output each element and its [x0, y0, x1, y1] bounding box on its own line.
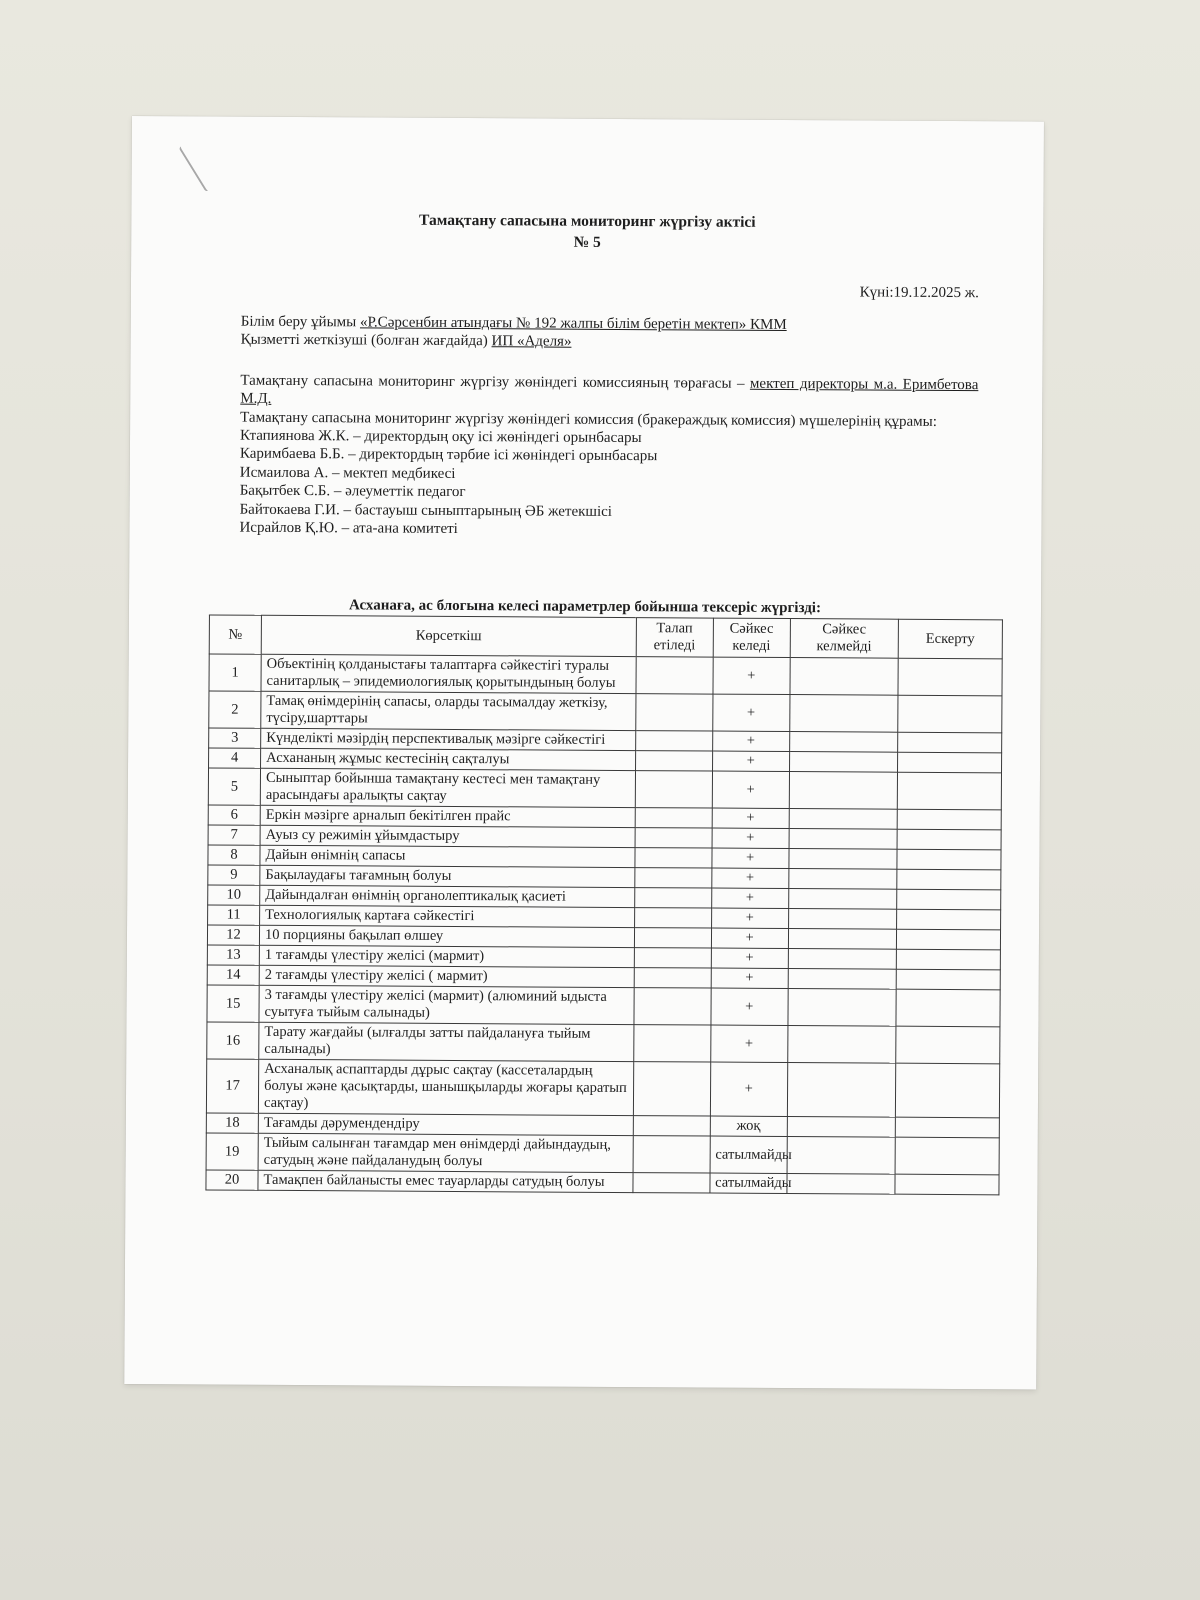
cell-noncompliant [788, 869, 896, 890]
cell-num: 6 [208, 805, 260, 825]
cell-compliant: + [711, 908, 788, 928]
checklist-table [205, 614, 1003, 1195]
cell-num: 9 [208, 865, 260, 885]
cell-noncompliant [790, 658, 898, 696]
cell-indicator: Тарату жағдайы (ылғалды затты пайдалануға тыйым салынады) [259, 1022, 634, 1061]
cell-noncompliant [788, 929, 896, 950]
cell-compliant: + [711, 888, 788, 908]
cell-note [896, 929, 1000, 950]
cell-required [634, 888, 711, 908]
document-title: Тамақтану сапасына мониторинг жүргізу актісі [419, 211, 756, 231]
cell-indicator: Асхананың жұмыс кестесінің сақталуы [261, 748, 636, 770]
cell-compliant: + [710, 1025, 787, 1062]
cell-noncompliant [789, 732, 897, 753]
cell-required [633, 1116, 710, 1136]
cell-num: 1 [209, 654, 261, 691]
cell-noncompliant [788, 889, 896, 910]
cell-note [897, 869, 1001, 890]
cell-indicator: 2 тағамды үлестіру желісі ( мармит) [259, 965, 634, 987]
cell-num: 2 [209, 691, 261, 728]
checklist-body [206, 654, 1002, 1195]
header-note: Ескерту [898, 619, 1002, 659]
header-compliant: Сәйкес келеді [713, 618, 790, 657]
cell-note [895, 1137, 999, 1175]
cell-indicator: Дайындалған өнімнің органолептикалық қасиеті [260, 885, 635, 907]
cell-required [633, 1025, 710, 1062]
cell-required [634, 928, 711, 948]
table-row [209, 654, 1002, 696]
cell-noncompliant [787, 1117, 895, 1138]
document-title-block [131, 208, 1043, 256]
commission-member: Каримбаева Б.Б. – директордың тәрбие ісі жөніндегі орынбасары [239, 446, 658, 465]
cell-note [898, 732, 1002, 753]
commission-members-list [239, 427, 978, 542]
cell-noncompliant [788, 989, 896, 1027]
cell-indicator: Дайын өнімнің сапасы [260, 845, 635, 867]
table-row [206, 1059, 999, 1118]
cell-num: 5 [208, 768, 260, 805]
cell-compliant: + [712, 771, 789, 808]
cell-noncompliant [789, 752, 897, 773]
cell-note [895, 1063, 999, 1118]
cell-note [897, 829, 1001, 850]
header-required: Талап етіледі [636, 618, 713, 657]
cell-num: 3 [209, 728, 261, 748]
cell-compliant: + [711, 968, 788, 988]
header-num: № [209, 615, 261, 654]
header-indicator: Көрсеткіш [261, 615, 636, 656]
cell-note [898, 695, 1002, 733]
cell-num: 15 [207, 985, 259, 1022]
commission-chair-line [240, 371, 978, 412]
cell-indicator: 10 порцияны бақылап өлшеу [259, 925, 634, 947]
cell-required [633, 1062, 710, 1116]
cell-indicator: Еркін мәзірге арналып бекітілген прайс [260, 805, 635, 827]
cell-noncompliant [789, 829, 897, 850]
cell-indicator: Объектінің қолданыстағы талаптарға сәйкестігі туралы санитарлық – эпидемиологиялық қорытындының болуы [261, 654, 636, 693]
cell-note [897, 809, 1001, 830]
document-number: № 5 [573, 233, 601, 251]
cell-note [896, 1026, 1000, 1064]
cell-noncompliant [787, 1063, 896, 1118]
cell-required [635, 828, 712, 848]
cell-required [634, 988, 711, 1025]
cell-num: 7 [208, 825, 260, 845]
commission-chair-label: Тамақтану сапасына мониторинг жүргізу жөніндегі комиссияның төрағасы – [240, 372, 745, 392]
cell-indicator: Тамақпен байланысты емес тауарларды сатудың болуы [258, 1170, 633, 1192]
table-row [208, 768, 1001, 810]
cell-required [634, 968, 711, 988]
cell-compliant: жоқ [710, 1116, 787, 1136]
cell-num: 16 [207, 1022, 259, 1059]
cell-num: 8 [208, 845, 260, 865]
cell-note [896, 989, 1000, 1027]
cell-indicator: Күнделікті мәзірдің перспективалық мәзірге сәйкестігі [261, 728, 636, 750]
cell-indicator: 3 тағамды үлестіру желісі (мармит) (алюминий ыдыста суытуға тыйым салынады) [259, 985, 634, 1024]
table-row [206, 1133, 999, 1175]
table-row [209, 691, 1002, 733]
cell-noncompliant [788, 909, 896, 930]
cell-noncompliant [787, 1137, 895, 1175]
cell-required [635, 751, 712, 771]
document-body [239, 313, 978, 542]
cell-compliant: + [713, 657, 790, 694]
cell-indicator: Тамақ өнімдерінің сапасы, оларды тасымалдау жеткізу, түсіру,шарттары [261, 691, 636, 730]
cell-noncompliant [788, 949, 896, 970]
cell-compliant: + [712, 751, 789, 771]
cell-required [634, 948, 711, 968]
document-date: Күні:19.12.2025 ж. [859, 284, 979, 302]
cell-num: 11 [208, 905, 260, 925]
cell-compliant: + [711, 928, 788, 948]
cell-note [897, 889, 1001, 910]
cell-required [635, 771, 712, 808]
cell-compliant: + [712, 848, 789, 868]
cell-required [635, 848, 712, 868]
organization-label: Білім беру ұйымы [240, 313, 357, 331]
cell-required [634, 868, 711, 888]
organization-name: «Р.Сәрсенбин атындағы № 192 жалпы білім беретін мектеп» КММ [359, 314, 787, 334]
cell-num: 14 [207, 965, 259, 985]
cell-num: 17 [206, 1059, 258, 1113]
cell-noncompliant [787, 1026, 895, 1064]
cell-required [635, 808, 712, 828]
table-header-row [209, 615, 1002, 659]
cell-note [897, 772, 1001, 810]
cell-compliant: + [712, 808, 789, 828]
cell-note [895, 1117, 999, 1138]
cell-note [895, 1174, 999, 1195]
cell-required [636, 657, 713, 694]
cell-required [633, 1173, 710, 1193]
cell-num: 12 [207, 925, 259, 945]
cell-num: 4 [209, 748, 261, 768]
cell-note [898, 658, 1002, 696]
provider-name: ИП «Аделя» [491, 333, 572, 351]
cell-num: 20 [206, 1170, 258, 1190]
cell-indicator: Тағамды дәрумендендіру [258, 1113, 633, 1135]
cell-note [897, 752, 1001, 773]
cell-indicator: Бақылаудағы тағамның болуы [260, 865, 635, 887]
cell-compliant: + [711, 868, 788, 888]
cell-compliant: + [712, 731, 789, 751]
cell-num: 13 [207, 945, 259, 965]
cell-compliant: сатылмайды [710, 1173, 787, 1193]
cell-compliant: + [712, 694, 789, 731]
cell-noncompliant [789, 809, 897, 830]
paper-sheet [124, 116, 1044, 1390]
cell-note [896, 949, 1000, 970]
cell-indicator: Асханалық аспаптарды дұрыс сақтау (кассеталардың болуы және қасықтарды, шанышқыларды жоғары қаратып сақтау) [258, 1059, 633, 1115]
checklist-heading: Асханаға, ас блогына келесі параметрлер бойынша тексеріс жүргізді: [348, 597, 822, 617]
cell-noncompliant [789, 772, 897, 810]
cell-noncompliant [789, 849, 897, 870]
cell-indicator: Технологиялық картаға сәйкестігі [260, 905, 635, 927]
cell-noncompliant [789, 695, 897, 733]
cell-compliant: + [711, 988, 788, 1025]
commission-member: Исрайлов Қ.Ю. – ата-ана комитеті [239, 519, 458, 538]
cell-compliant: + [712, 828, 789, 848]
table-row [207, 985, 1000, 1027]
commission-chair-name: мектеп директоры м.а. Еримбетова М.Д. [240, 375, 979, 408]
cell-num: 10 [208, 885, 260, 905]
cell-note [896, 909, 1000, 930]
commission-member: Байтокаева Г.И. – бастауыш сыныптарының ӘБ жетекшісі [239, 501, 613, 520]
paper-clip-icon [178, 145, 210, 192]
commission-member: Исмаилова А. – мектеп медбикесі [239, 464, 456, 482]
table-row [206, 1170, 999, 1195]
cell-compliant: + [711, 948, 788, 968]
cell-noncompliant [787, 1174, 895, 1195]
commission-members-label: Тамақтану сапасына мониторинг жүргізу жөніндегі комиссия (бракераждық комиссия) мүшелерінің құрамы: [240, 409, 937, 430]
cell-noncompliant [788, 969, 896, 990]
cell-indicator: Тыйым салынған тағамдар мен өнімдерді дайындаудың, сатудың және пайдаланудың болуы [258, 1133, 633, 1172]
cell-required [635, 731, 712, 751]
cell-required [634, 908, 711, 928]
cell-indicator: Сыныптар бойынша тамақтану кестесі мен тамақтану арасындағы аралықты сақтау [260, 768, 635, 807]
cell-num: 18 [206, 1113, 258, 1133]
cell-note [896, 969, 1000, 990]
commission-member: Бақытбек С.Б. – әлеуметтік педагог [239, 482, 466, 501]
cell-indicator: Ауыз су режимін ұйымдастыру [260, 825, 635, 847]
cell-compliant: сатылмайды [710, 1136, 787, 1173]
commission-member: Ктапиянова Ж.К. – директордың оқу ісі жөніндегі орынбасары [240, 427, 642, 447]
cell-compliant: + [710, 1062, 787, 1116]
cell-note [897, 849, 1001, 870]
cell-indicator: 1 тағамды үлестіру желісі (мармит) [259, 945, 634, 967]
provider-label: Қызметті жеткізуші (болған жағдайда) [240, 332, 488, 350]
cell-required [633, 1136, 710, 1173]
header-noncompliant: Сәйкес келмейді [790, 619, 898, 659]
cell-num: 19 [206, 1133, 258, 1170]
table-row [207, 1022, 1000, 1064]
cell-required [635, 694, 712, 731]
